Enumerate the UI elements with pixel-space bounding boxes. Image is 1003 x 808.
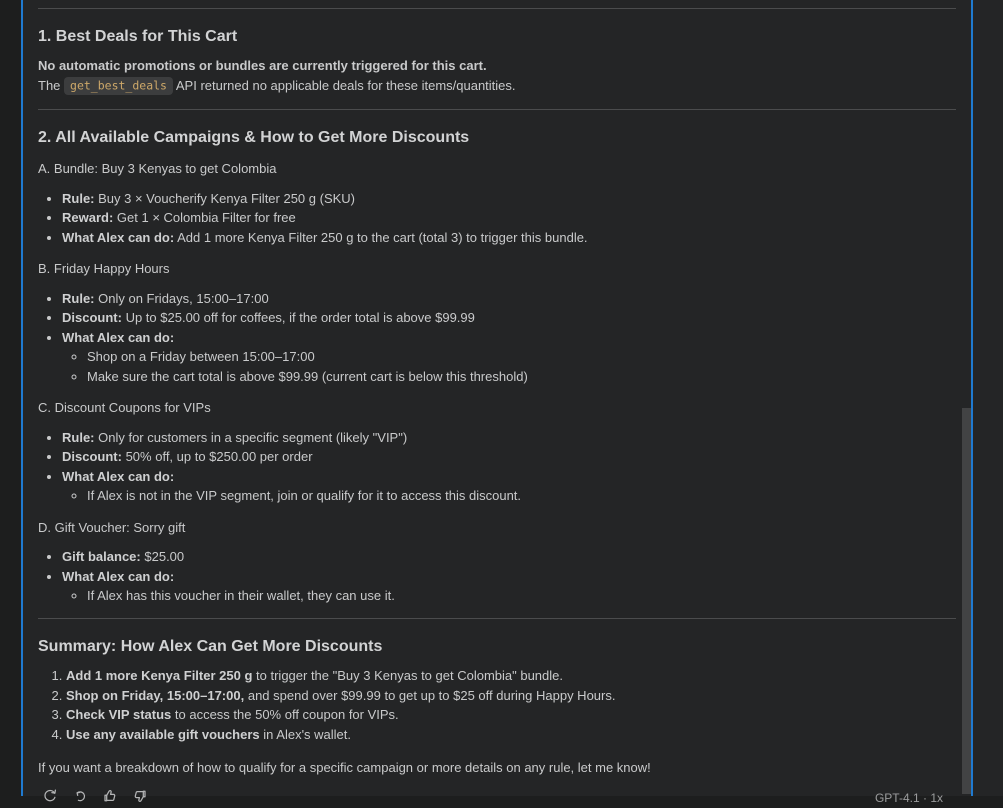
list-item: ◦ If Alex has this voucher in their wallet, they can use it. [87,586,956,606]
thumbs-down-icon [132,788,148,807]
divider [38,109,956,110]
thumbs-up-button[interactable] [100,788,120,808]
closing-line: If you want a breakdown of how to qualify for a specific campaign or more details on any rule, let me know! [38,760,651,776]
list-item: ◦ Shop on a Friday between 15:00–17:00 [87,347,956,367]
chat-response-content [38,0,956,808]
thumbs-up-icon [102,788,118,807]
scrollbar-thumb[interactable] [962,408,971,794]
list-item: 2. Shop on Friday, 15:00–17:00, and spend over $99.99 to get up to $25 off during Happy Hours. [66,686,956,706]
campaign-c-title: C. Discount Coupons for VIPs [38,400,211,416]
chat-response-panel [21,0,973,805]
list-item: ◦ If Alex is not in the VIP segment, join or qualify for it to access this discount. [87,486,956,506]
refresh-icon [42,788,58,807]
campaign-d-list [38,547,956,606]
campaign-b-list [38,289,956,387]
api-line-pre: The [38,77,61,93]
list-item: • Rule: Only on Fridays, 15:00–17:00 [62,289,956,309]
divider [38,8,956,9]
campaign-b-sublist [62,347,956,386]
list-item: • What Alex can do: ◦ If Alex is not in the VIP segment, join or qualify for it to access this discount. [62,467,956,506]
list-item: 1. Add 1 more Kenya Filter 250 g to trigger the "Buy 3 Kenyas to get Colombia" bundle. [66,666,956,686]
editor-gutter-strip [973,0,1003,796]
campaign-d-sublist [62,586,956,606]
list-item: • What Alex can do: ◦ If Alex has this voucher in their wallet, they can use it. [62,567,956,606]
summary-steps-list [38,666,956,744]
section-heading-best-deals: 1. Best Deals for This Cart [38,28,238,45]
section-heading-summary: Summary: How Alex Can Get More Discounts [38,637,383,655]
undo-icon [72,788,88,807]
list-item: • Discount: Up to $25.00 off for coffees, if the order total is above $99.99 [62,308,956,328]
campaign-b-title: B. Friday Happy Hours [38,261,170,277]
campaign-a-title: A. Bundle: Buy 3 Kenyas to get Colombia [38,161,277,177]
list-item: 4. Use any available gift vouchers in Alex's wallet. [66,725,956,745]
undo-button[interactable] [70,788,90,808]
list-item: • Rule: Only for customers in a specific segment (likely "VIP") [62,428,956,448]
model-label: GPT-4.1 · 1x [874,790,943,805]
response-toolbar [38,788,956,808]
list-item: • What Alex can do: ◦ Shop on a Friday between 15:00–17:00 ◦ Make sure the cart total is above $99.99 (current cart is below this threshold) [62,328,956,387]
list-item: • Discount: 50% off, up to $250.00 per order [62,447,956,467]
campaign-d-title: D. Gift Voucher: Sorry gift [38,519,186,535]
api-line-post: API returned no applicable deals for these items/quantities. [175,77,516,93]
section-heading-campaigns: 2. All Available Campaigns & How to Get More Discounts [38,129,470,147]
list-item: • Rule: Buy 3 × Voucherify Kenya Filter 250 g (SKU) [62,189,956,209]
refresh-button[interactable] [40,788,60,808]
thumbs-down-button[interactable] [130,788,150,808]
campaign-a-list [38,189,956,248]
list-item: • Gift balance: $25.00 [62,547,956,567]
campaign-c-list [38,428,956,506]
list-item: 3. Check VIP status to access the 50% off coupon for VIPs. [66,705,956,725]
list-item: • What Alex can do: Add 1 more Kenya Filter 250 g to the cart (total 3) to trigger this bundle. [62,228,956,248]
divider [38,618,956,619]
list-item: • Reward: Get 1 × Colombia Filter for free [62,208,956,228]
inline-code-get-best-deals: get_best_deals [64,77,173,95]
api-result-line [38,76,956,96]
no-deals-status: No automatic promotions or bundles are currently triggered for this cart. [38,58,487,74]
response-actions [38,788,150,808]
campaign-c-sublist [62,486,956,506]
list-item: ◦ Make sure the cart total is above $99.99 (current cart is below this threshold) [87,367,956,387]
